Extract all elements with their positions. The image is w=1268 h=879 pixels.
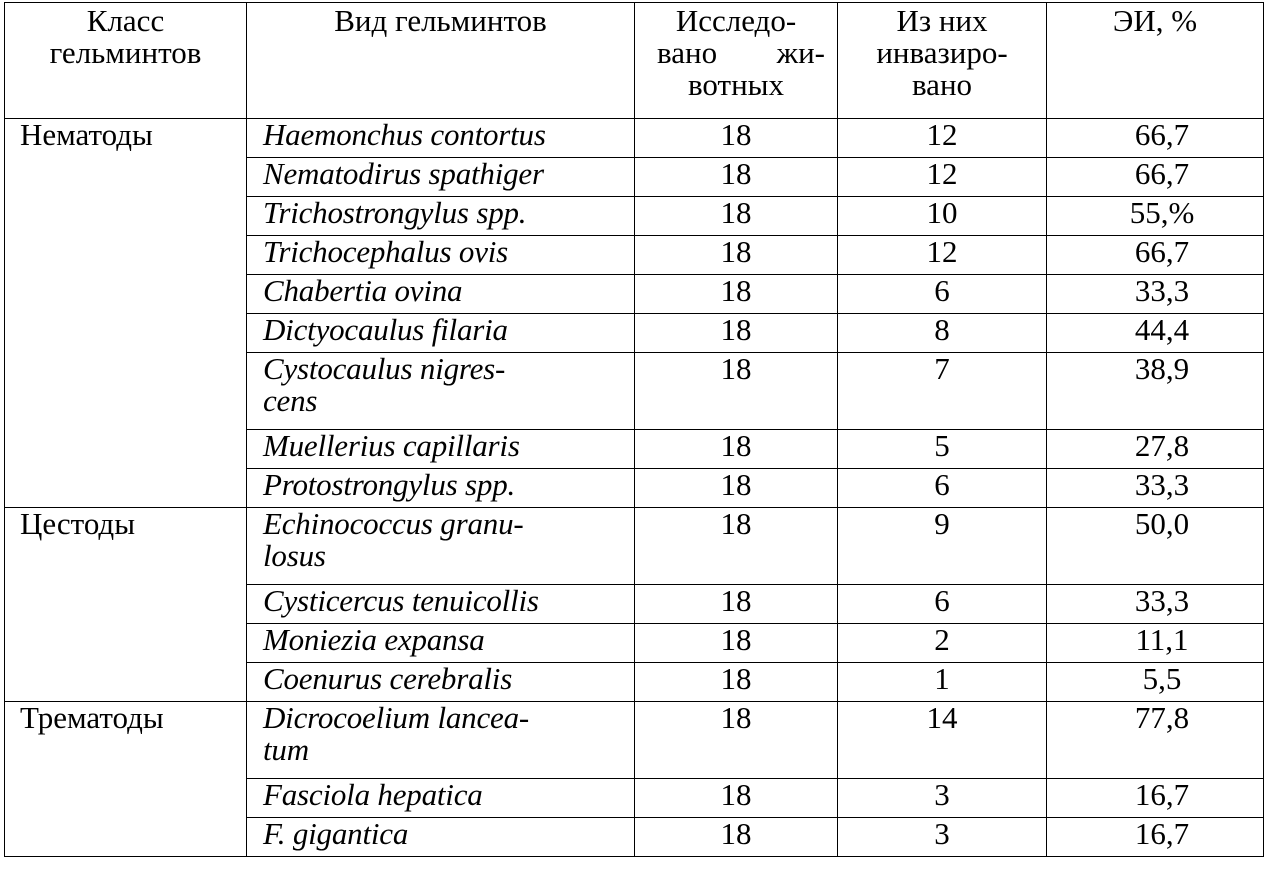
- species-cell: [247, 508, 635, 585]
- class-cell: [5, 508, 247, 585]
- species-name: Protostrongylus spp.: [263, 467, 516, 502]
- table-row: [5, 197, 1264, 236]
- infected-count: 6: [838, 469, 1047, 508]
- infected-count: 12: [838, 119, 1047, 158]
- table-row: [5, 430, 1264, 469]
- header-infected-line: инвазиро-: [876, 35, 1008, 70]
- species-cell: [247, 585, 635, 624]
- species-name: Nematodirus spathiger: [263, 156, 544, 191]
- class-cell: [5, 585, 247, 624]
- examined-count: 18: [635, 430, 838, 469]
- header-species-label: Вид гельминтов: [334, 3, 547, 38]
- species-cell: [247, 275, 635, 314]
- ei-percent: 33,3: [1047, 585, 1264, 624]
- ei-percent: 66,7: [1047, 119, 1264, 158]
- class-cell: [5, 119, 247, 158]
- table-row: [5, 585, 1264, 624]
- ei-percent: 38,9: [1047, 353, 1264, 430]
- species-cell: [247, 197, 635, 236]
- ei-percent: 66,7: [1047, 158, 1264, 197]
- table-row: [5, 469, 1264, 508]
- header-class-line: гельминтов: [49, 35, 202, 70]
- species-name: Chabertia ovina: [263, 273, 463, 308]
- class-cell: [5, 353, 247, 430]
- species-cell: [247, 663, 635, 702]
- header-ei-label: ЭИ, %: [1112, 3, 1198, 38]
- class-label: Нематоды: [20, 117, 153, 152]
- infected-count: 9: [838, 508, 1047, 585]
- infected-count: 14: [838, 702, 1047, 779]
- ei-percent: 11,1: [1047, 624, 1264, 663]
- table-row: [5, 779, 1264, 818]
- class-cell: [5, 779, 247, 818]
- infected-count: 6: [838, 585, 1047, 624]
- examined-count: 18: [635, 119, 838, 158]
- header-examined-line: Исследо-: [675, 3, 797, 38]
- infected-count: 8: [838, 314, 1047, 353]
- species-cell: [247, 779, 635, 818]
- examined-count: 18: [635, 469, 838, 508]
- species-name-continued: cens: [263, 383, 318, 418]
- table-row: [5, 663, 1264, 702]
- table-row: [5, 508, 1264, 585]
- ei-percent: 27,8: [1047, 430, 1264, 469]
- class-cell: [5, 469, 247, 508]
- species-cell: [247, 430, 635, 469]
- infected-count: 12: [838, 236, 1047, 275]
- header-class-line: Класс: [86, 3, 165, 38]
- table-body: [5, 119, 1264, 857]
- species-name: Dicrocoelium lancea-: [263, 700, 530, 735]
- header-infected: [838, 3, 1047, 119]
- species-cell: [247, 158, 635, 197]
- table-row: [5, 119, 1264, 158]
- header-row: [5, 3, 1264, 119]
- species-name: Trichostrongylus spp.: [263, 195, 527, 230]
- examined-count: 18: [635, 585, 838, 624]
- infected-count: 2: [838, 624, 1047, 663]
- species-cell: [247, 119, 635, 158]
- infected-count: 5: [838, 430, 1047, 469]
- species-name: Dictyocaulus filaria: [263, 312, 508, 347]
- ei-percent: 44,4: [1047, 314, 1264, 353]
- table-row: [5, 314, 1264, 353]
- infected-count: 7: [838, 353, 1047, 430]
- infected-count: 3: [838, 779, 1047, 818]
- class-label: Трематоды: [20, 700, 164, 735]
- class-cell: [5, 702, 247, 779]
- species-name: Cystocaulus nigres-: [263, 351, 506, 386]
- ei-percent: 5,5: [1047, 663, 1264, 702]
- examined-count: 18: [635, 353, 838, 430]
- header-infected-line: Из них: [896, 3, 988, 38]
- species-name: Fasciola hepatica: [263, 777, 483, 812]
- class-cell: [5, 314, 247, 353]
- species-name-continued: tum: [263, 732, 309, 767]
- header-infected-line: вано: [911, 67, 973, 102]
- ei-percent: 16,7: [1047, 779, 1264, 818]
- class-label: Цестоды: [20, 506, 136, 541]
- infected-count: 10: [838, 197, 1047, 236]
- ei-percent: 16,7: [1047, 818, 1264, 857]
- examined-count: 18: [635, 236, 838, 275]
- infected-count: 6: [838, 275, 1047, 314]
- table-row: [5, 624, 1264, 663]
- examined-count: 18: [635, 508, 838, 585]
- class-cell: [5, 430, 247, 469]
- class-cell: [5, 236, 247, 275]
- species-name: Echinococcus granu-: [263, 506, 524, 541]
- examined-count: 18: [635, 702, 838, 779]
- class-cell: [5, 624, 247, 663]
- class-cell: [5, 818, 247, 857]
- table-header: [5, 3, 1264, 119]
- header-ei: [1047, 3, 1264, 119]
- species-cell: [247, 236, 635, 275]
- header-class: [5, 3, 247, 119]
- examined-count: 18: [635, 624, 838, 663]
- ei-percent: 66,7: [1047, 236, 1264, 275]
- species-cell: [247, 624, 635, 663]
- ei-percent: 77,8: [1047, 702, 1264, 779]
- helminth-table: [4, 2, 1264, 857]
- class-cell: [5, 663, 247, 702]
- species-cell: [247, 469, 635, 508]
- header-examined: [635, 3, 838, 119]
- table-row: [5, 236, 1264, 275]
- ei-percent: 33,3: [1047, 275, 1264, 314]
- examined-count: 18: [635, 197, 838, 236]
- table-row: [5, 275, 1264, 314]
- class-cell: [5, 275, 247, 314]
- class-cell: [5, 158, 247, 197]
- infected-count: 1: [838, 663, 1047, 702]
- examined-count: 18: [635, 275, 838, 314]
- header-species: [247, 3, 635, 119]
- species-cell: [247, 353, 635, 430]
- table-row: [5, 818, 1264, 857]
- examined-count: 18: [635, 818, 838, 857]
- header-examined-line: вано жи-: [657, 35, 825, 70]
- examined-count: 18: [635, 158, 838, 197]
- infected-count: 3: [838, 818, 1047, 857]
- species-name: Muellerius capillaris: [263, 428, 520, 463]
- ei-percent: 33,3: [1047, 469, 1264, 508]
- species-name: Moniezia expansa: [263, 622, 485, 657]
- table-row: [5, 158, 1264, 197]
- species-cell: [247, 818, 635, 857]
- species-cell: [247, 314, 635, 353]
- ei-percent: 50,0: [1047, 508, 1264, 585]
- table-row: [5, 702, 1264, 779]
- table-row: [5, 353, 1264, 430]
- header-examined-line: вотных: [688, 67, 784, 102]
- examined-count: 18: [635, 663, 838, 702]
- species-name: Trichocephalus ovis: [263, 234, 509, 269]
- class-cell: [5, 197, 247, 236]
- examined-count: 18: [635, 314, 838, 353]
- species-cell: [247, 702, 635, 779]
- species-name: Cysticercus tenuicollis: [263, 583, 539, 618]
- examined-count: 18: [635, 779, 838, 818]
- species-name: Coenurus cerebralis: [263, 661, 513, 696]
- ei-percent: 55,%: [1047, 197, 1264, 236]
- species-name: Haemonchus contortus: [263, 117, 546, 152]
- species-name-continued: losus: [263, 538, 326, 573]
- infected-count: 12: [838, 158, 1047, 197]
- species-name: F. gigantica: [263, 816, 409, 851]
